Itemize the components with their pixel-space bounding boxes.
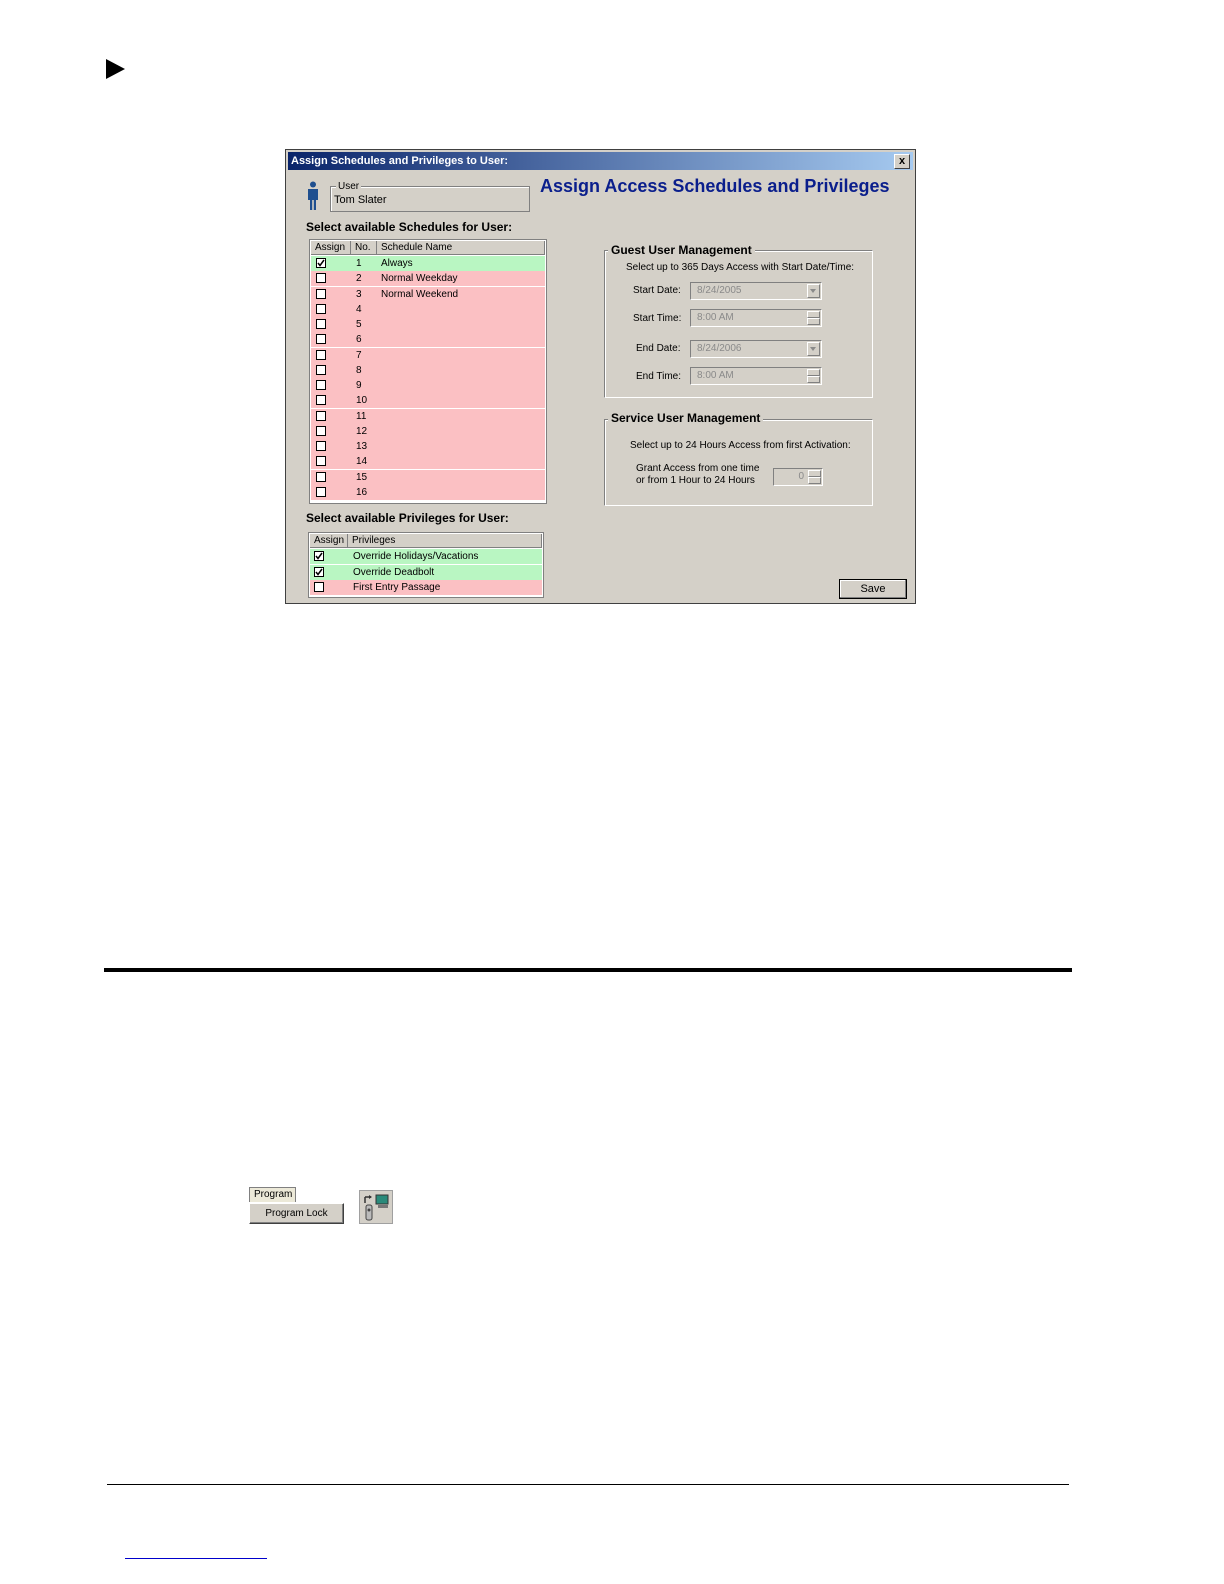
close-button[interactable]: x (894, 154, 910, 169)
schedule-row[interactable] (311, 332, 545, 347)
assign-checkbox[interactable] (316, 304, 326, 314)
check-icon (315, 552, 323, 560)
schedule-no: 5 (356, 319, 362, 330)
assign-checkbox[interactable] (316, 258, 326, 268)
hours-stepper[interactable] (773, 468, 823, 486)
schedule-row[interactable] (311, 287, 545, 302)
schedule-no: 16 (356, 486, 368, 498)
schedule-row[interactable] (311, 393, 545, 408)
col-assign[interactable]: Assign (310, 534, 348, 548)
col-privileges[interactable]: Privileges (348, 534, 542, 548)
hours-value: 0 (798, 471, 804, 482)
assign-checkbox[interactable] (316, 395, 326, 405)
assign-checkbox[interactable] (316, 334, 326, 344)
schedule-row[interactable] (311, 485, 545, 500)
assign-checkbox[interactable] (316, 487, 326, 497)
assign-checkbox[interactable] (314, 551, 324, 561)
start-date-label: Start Date: (633, 285, 681, 296)
chevron-down-icon[interactable] (807, 284, 820, 298)
schedule-row[interactable] (311, 454, 545, 469)
assign-checkbox[interactable] (316, 472, 326, 482)
col-no[interactable]: No. (351, 241, 377, 255)
assign-checkbox[interactable] (316, 411, 326, 421)
privilege-name: First Entry Passage (353, 582, 441, 593)
privilege-name: Override Deadbolt (353, 566, 435, 578)
start-date-value: 8/24/2005 (697, 285, 742, 296)
schedule-row[interactable] (311, 363, 545, 378)
assign-checkbox[interactable] (316, 441, 326, 451)
end-time-field[interactable] (690, 367, 822, 385)
schedule-name: Normal Weekend (381, 288, 459, 300)
schedule-row[interactable] (311, 439, 545, 454)
lock-computer-icon[interactable] (359, 1190, 393, 1224)
schedule-row[interactable] (311, 256, 545, 271)
schedule-row[interactable] (311, 424, 545, 439)
schedule-row[interactable] (311, 271, 545, 286)
bullet-arrow-icon (106, 59, 125, 79)
schedule-no: 14 (356, 456, 368, 468)
dialog-titlebar[interactable] (288, 152, 913, 170)
check-icon (315, 568, 323, 576)
schedules-grid-header (311, 241, 545, 255)
end-date-value: 8/24/2006 (697, 343, 742, 354)
spinner-icon[interactable] (807, 369, 820, 383)
save-button[interactable]: Save (839, 579, 907, 599)
privileges-grid-header (310, 534, 542, 548)
schedule-no: 4 (356, 303, 362, 315)
privilege-name: Override Holidays/Vacations (353, 551, 479, 562)
check-icon (317, 259, 325, 267)
col-schedule-name[interactable]: Schedule Name (377, 241, 545, 255)
grant-access-line1: Grant Access from one time (636, 463, 760, 474)
footer-link-underline (125, 1558, 267, 1559)
end-time-value: 8:00 AM (697, 370, 734, 381)
privileges-label: Select available Privileges for User: (306, 511, 509, 525)
schedule-no: 2 (356, 273, 362, 285)
schedule-no: 15 (356, 471, 368, 483)
section-divider (104, 968, 1072, 972)
schedules-label: Select available Schedules for User: (306, 220, 513, 234)
assign-checkbox[interactable] (314, 567, 324, 577)
grant-access-line2: or from 1 Hour to 24 Hours (636, 475, 755, 486)
assign-checkbox[interactable] (314, 582, 324, 592)
privilege-row[interactable] (310, 549, 542, 564)
program-lock-menu-item[interactable]: Program Lock (249, 1203, 344, 1224)
service-hint: Select up to 24 Hours Access from first Activation: (630, 440, 851, 451)
assign-checkbox[interactable] (316, 350, 326, 360)
privilege-row[interactable] (310, 580, 542, 595)
assign-checkbox[interactable] (316, 380, 326, 390)
guest-hint: Select up to 365 Days Access with Start Date/Time: (626, 262, 855, 273)
person-icon (306, 181, 320, 211)
schedule-no: 10 (356, 395, 368, 407)
schedule-no: 13 (356, 441, 368, 452)
guest-user-title: Guest User Management (608, 243, 755, 257)
start-date-picker[interactable] (690, 282, 822, 300)
spinner-icon[interactable] (808, 470, 821, 484)
spinner-icon[interactable] (807, 311, 820, 325)
service-user-title: Service User Management (608, 411, 763, 425)
assign-checkbox[interactable] (316, 273, 326, 283)
schedule-row[interactable] (311, 378, 545, 393)
schedule-row[interactable] (311, 317, 545, 332)
assign-checkbox[interactable] (316, 365, 326, 375)
schedule-no: 7 (356, 349, 362, 361)
schedule-no: 1 (356, 258, 362, 269)
schedule-row[interactable] (311, 470, 545, 485)
privileges-grid (308, 532, 544, 598)
assign-checkbox[interactable] (316, 289, 326, 299)
schedule-row[interactable] (311, 409, 545, 424)
schedule-no: 12 (356, 425, 368, 437)
schedule-no: 8 (356, 364, 362, 376)
program-menu-tab[interactable]: Program (249, 1187, 296, 1202)
user-name: Tom Slater (334, 194, 387, 206)
start-time-value: 8:00 AM (697, 312, 734, 323)
schedule-no: 6 (356, 334, 362, 346)
start-time-label: Start Time: (633, 313, 682, 324)
end-date-label: End Date: (636, 343, 681, 354)
schedule-row[interactable] (311, 302, 545, 317)
dialog-heading: Assign Access Schedules and Privileges (540, 176, 890, 196)
user-label: User (338, 181, 360, 192)
footer-divider (107, 1484, 1069, 1485)
assign-checkbox[interactable] (316, 426, 326, 436)
privilege-row[interactable] (310, 565, 542, 580)
assign-checkbox[interactable] (316, 319, 326, 329)
col-assign[interactable]: Assign (311, 241, 351, 255)
assign-schedules-dialog (285, 149, 916, 604)
schedules-grid (309, 239, 547, 504)
schedule-no: 3 (356, 288, 362, 300)
chevron-down-icon[interactable] (807, 342, 820, 356)
start-time-field[interactable] (690, 309, 822, 327)
dialog-title: Assign Schedules and Privileges to User: (291, 155, 509, 167)
schedule-row[interactable] (311, 348, 545, 363)
schedule-name: Always (381, 258, 413, 269)
end-date-picker[interactable] (690, 340, 822, 358)
end-time-label: End Time: (636, 371, 682, 382)
schedule-no: 11 (356, 410, 367, 422)
schedule-name: Normal Weekday (381, 273, 458, 285)
assign-checkbox[interactable] (316, 456, 326, 466)
schedule-no: 9 (356, 380, 362, 391)
